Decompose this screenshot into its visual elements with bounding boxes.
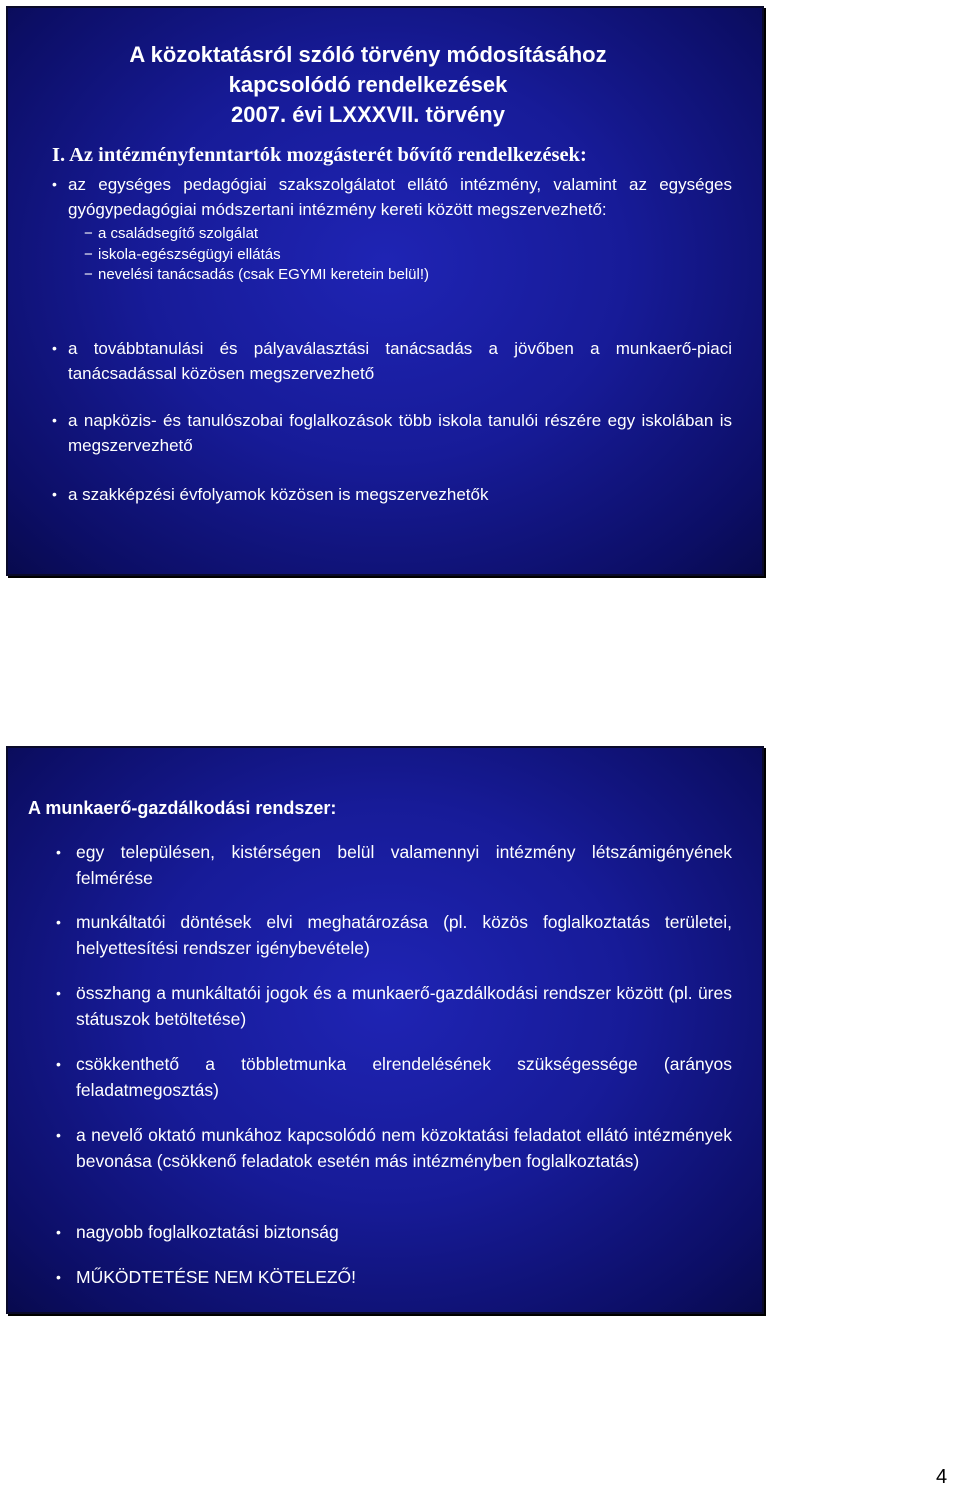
title-line-3: 2007. évi LXXXVII. törvény — [231, 102, 505, 127]
sub-item: − iskola-egészségügyi ellátás — [84, 245, 732, 266]
bullet-item-4 — [52, 482, 732, 507]
bullet-dot-icon: • — [56, 1224, 61, 1240]
bullet-item-3 — [52, 408, 732, 458]
bullet-dot-icon: • — [56, 1269, 61, 1285]
list-item: • csökkenthető a többletmunka elrendelésének szükségessége (arányos feladatmegosztás) — [56, 1054, 732, 1100]
bullet-dot-icon: • — [52, 412, 57, 428]
bullet-item-2 — [52, 336, 732, 386]
sub-item: − nevelési tanácsadás (csak EGYMI keretein belül!) — [84, 265, 732, 286]
dash-icon: − — [84, 245, 93, 263]
bullet-dot-icon: • — [56, 1127, 61, 1143]
dash-icon: − — [84, 266, 93, 283]
sub-item: − a családsegítő szolgálat — [84, 224, 732, 245]
bullet-text: a szakképzési évfolyamok közösen is megszervezhetők — [68, 485, 489, 504]
bullet-dot-icon: • — [56, 914, 61, 930]
slide-1-title — [8, 40, 728, 130]
list-item: • egy településen, kistérségen belül valamennyi intézmény létszámigényének felmérése — [56, 842, 732, 888]
bullet-dot-icon: • — [56, 985, 61, 1001]
page-number: 4 — [936, 1466, 948, 1488]
bullet-text: az egységes pedagógiai szakszolgálatot ellátó intézmény, valamint az egységes gyógypedagógiai módszertani intézmény kereti között megszervezhető: — [68, 175, 732, 219]
bullet-text: a továbbtanulási és pályaválasztási tanácsadás a jövőben a munkaerő-piaci tanácsadással közösen megszervezhető — [68, 339, 732, 383]
bullet-dot-icon: • — [56, 1056, 61, 1072]
list-item: • MŰKÖDTETÉSE NEM KÖTELEZŐ! — [52, 1265, 732, 1291]
list-item: • nagyobb foglalkoztatási biztonság — [52, 1220, 732, 1246]
section-heading: I. Az intézményfenntartók mozgásterét bővítő rendelkezések: — [52, 144, 587, 166]
slide-2-title: A munkaerő-gazdálkodási rendszer: — [28, 798, 337, 818]
bullet-dot-icon: • — [52, 340, 57, 356]
title-line-2: kapcsolódó rendelkezések — [228, 72, 508, 97]
list-item: • munkáltatói döntések elvi meghatározása (pl. közös foglalkoztatás területei, helyettesítési rendszer igénybevétele) — [56, 912, 732, 958]
bullet-text: a napközis- és tanulószobai foglalkozások több iskola tanulói részére egy iskolában is megszervezhető — [68, 411, 732, 455]
slide-2 — [6, 746, 764, 1314]
bullet-dot-icon: • — [56, 844, 61, 860]
list-item: • összhang a munkáltatói jogok és a munkaerő-gazdálkodási rendszer között (pl. üres státuszok betöltetése) — [56, 983, 732, 1029]
list-item: • a nevelő oktató munkához kapcsolódó nem közoktatási feladatot ellátó intézmények bevonása (csökkenő feladatok esetén más intézményben foglalkoztatás) — [56, 1125, 732, 1171]
sub-list — [84, 224, 732, 286]
bullet-dot-icon: • — [52, 486, 57, 502]
bullet-item-1 — [52, 172, 732, 286]
slide-1 — [6, 6, 764, 576]
bullet-dot-icon: • — [52, 176, 57, 192]
dash-icon: − — [84, 225, 93, 242]
title-line-1: A közoktatásról szóló törvény módosításához — [129, 42, 607, 67]
